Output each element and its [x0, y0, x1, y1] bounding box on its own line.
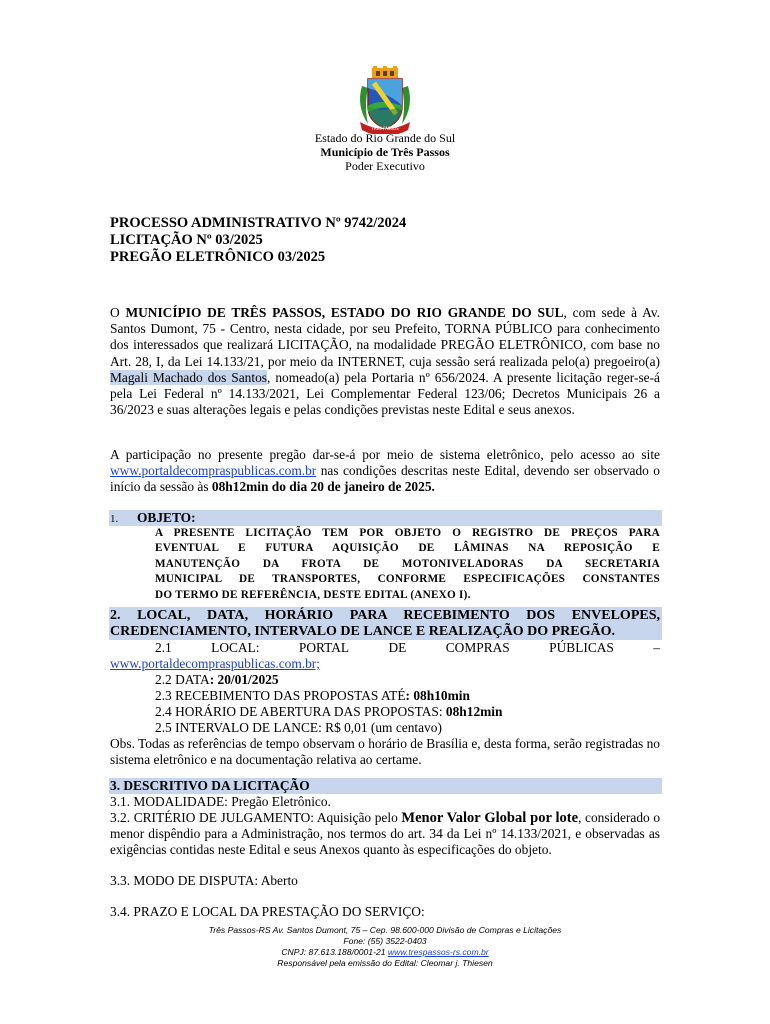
modality-line: 3.1. MODALIDADE: Pregão Eletrônico.	[110, 794, 331, 809]
receipt-value: : 08h10min	[405, 688, 470, 703]
session-start: 08h12min do dia 20 de janeiro de 2025.	[211, 479, 435, 495]
local-word: PÚBLICAS	[549, 640, 614, 655]
process-number: PROCESSO ADMINISTRATIVO Nº 9742/2024	[110, 215, 407, 231]
local-word: 2.1	[155, 640, 172, 655]
section2-title-line2: CREDENCIAMENTO, INTERVALO DE LANCE E REALIZAÇÃO DO PREGÃO.	[110, 624, 616, 639]
footer-responsible: Responsável pela emissão do Edital: Cleomar j. Thiesen	[277, 958, 493, 968]
time-obs: Obs. Todas as referências de tempo observam o horário de Brasília e, desta forma, serão registradas no sistema eletrônico e na documentação relativa ao certame.	[110, 736, 660, 768]
footer-address: Três Passos-RS Av. Santos Dumont, 75 – Cep. 98.600-000 Divisão de Compras e Licitações	[208, 925, 562, 935]
object-line: A PRESENTE LICITAÇÃO TEM POR OBJETO O REGISTRO DE PREÇOS PARA	[155, 527, 660, 539]
section3-title: 3. DESCRITIVO DA LICITAÇÃO	[110, 778, 310, 793]
opening-value: 08h12min	[445, 704, 503, 719]
local-word: DE	[388, 640, 407, 655]
criteria-paragraph	[110, 810, 660, 859]
criteria-text-b: , considerado o menor dispêndio para a Administração, nos termos do art. 34 da Lei nº 14.133/2021, e observadas as exigências contidas neste Edital e seus Anexos quanto às especificações do objeto.	[110, 810, 661, 858]
dispute-line: 3.3. MODO DE DISPUTA: Aberto	[110, 873, 298, 888]
date-line	[155, 672, 279, 688]
footer-cnpj-text: CNPJ: 87.613.188/0001-21	[281, 947, 388, 957]
footer-website-link[interactable]: www.trespassos-rs.com.br	[387, 947, 489, 957]
receipt-label: 2.3 RECEBIMENTO DAS PROPOSTAS ATÉ	[155, 688, 406, 703]
local-word: PORTAL	[298, 640, 350, 655]
intro-paragraph	[110, 305, 660, 418]
intro-prefix: O	[110, 305, 126, 320]
participation-text-a: A participação no presente pregão dar-se-á por meio de sistema eletrônico, pelo acesso ao site	[110, 447, 660, 462]
object-description	[155, 526, 660, 603]
deadline-line: 3.4. PRAZO E LOCAL DA PRESTAÇÃO DO SERVIÇO:	[110, 904, 425, 919]
footer-cnpj	[0, 947, 770, 959]
local-portal-link[interactable]: www.portaldecompraspublicas.com.br;	[110, 656, 320, 671]
intro-text-a: , com sede à Av. Santos Dumont, 75 - Centro, nesta cidade, por seu Prefeito, TORNA PÚBLICO para conhecimento dos interessados que realizará LICITAÇÃO, na modalidade PREGÃO ELETRÔNICO, com base no Art. 28, I, da Lei 14.133/21, por meio da INTERNET, cuja sessão será realizada pelo(a) pregoeiro(a)	[110, 305, 660, 369]
pregao-number: PREGÃO ELETRÔNICO 03/2025	[110, 249, 326, 265]
municipal-coat-of-arms-icon	[354, 66, 416, 134]
section2-title-line1: 2. LOCAL, DATA, HORÁRIO PARA RECEBIMENTO DOS ENVELOPES,	[110, 608, 660, 623]
header-state: Estado do Rio Grande do Sul	[314, 131, 456, 145]
object-line: DO TERMO DE REFERÊNCIA, DESTE EDITAL (ANEXO I).	[155, 588, 471, 601]
object-line: MANUTENÇÃO DA FROTA DE MOTONIVELADORAS DA SECRETARIA	[155, 557, 660, 570]
object-line: MUNICIPAL DE TRANSPORTES, CONFORME ESPECIFICAÇÕES CONSTANTES	[155, 573, 660, 586]
participation-paragraph	[110, 447, 660, 496]
intro-text-b: , nomeado(a) pela Portaria nº 656/2024. A presente licitação reger-se-á pela Lei Federal nº 14.133/2021, Lei Complementar Federal 123/06; Decretos Municipais 26 a 36/2023 e suas alterações legais e pelas condições previstas neste Edital e seus anexos.	[110, 369, 660, 418]
licitation-number: LICITAÇÃO Nº 03/2025	[110, 232, 263, 248]
svg-text:TRÊS PASSOS: TRÊS PASSOS	[371, 126, 399, 131]
header-municipality: Município de Três Passos	[320, 145, 450, 159]
receipt-line	[155, 688, 470, 704]
municipality-name: MUNICÍPIO DE TRÊS PASSOS, ESTADO DO RIO GRANDE DO SUL	[125, 305, 564, 320]
date-label: 2.2 DATA	[155, 672, 210, 687]
opening-label: 2.4 HORÁRIO DE ABERTURA DAS PROPOSTAS:	[155, 704, 446, 719]
local-word: COMPRAS	[445, 640, 510, 655]
pregoeiro-name: Magali Machado dos Santos	[110, 369, 268, 385]
criteria-bold: Menor Valor Global por lote	[401, 810, 579, 826]
footer-phone: Fone: (55) 3522-0403	[343, 936, 427, 946]
local-word: LOCAL:	[211, 640, 260, 655]
header-branch: Poder Executivo	[345, 159, 425, 173]
local-word: –	[653, 640, 660, 655]
interval-line: 2.5 INTERVALO DE LANCE: R$ 0,01 (um centavo)	[155, 720, 442, 735]
section1-title: OBJETO:	[137, 510, 196, 525]
opening-line	[155, 704, 502, 720]
section1-number: 1.	[110, 513, 119, 525]
criteria-text-a: 3.2. CRITÉRIO DE JULGAMENTO: Aquisição pelo	[110, 810, 402, 825]
date-value: : 20/01/2025	[209, 672, 279, 687]
participation-text-b: nas condições descritas neste Edital, devendo ser observado o início da sessão às	[110, 463, 660, 495]
portal-link[interactable]: www.portaldecompraspublicas.com.br	[110, 463, 317, 479]
object-line: EVENTUAL E FUTURA AQUISIÇÃO DE LÂMINAS NA REPOSIÇÃO E	[155, 542, 660, 555]
local-line	[155, 640, 660, 656]
